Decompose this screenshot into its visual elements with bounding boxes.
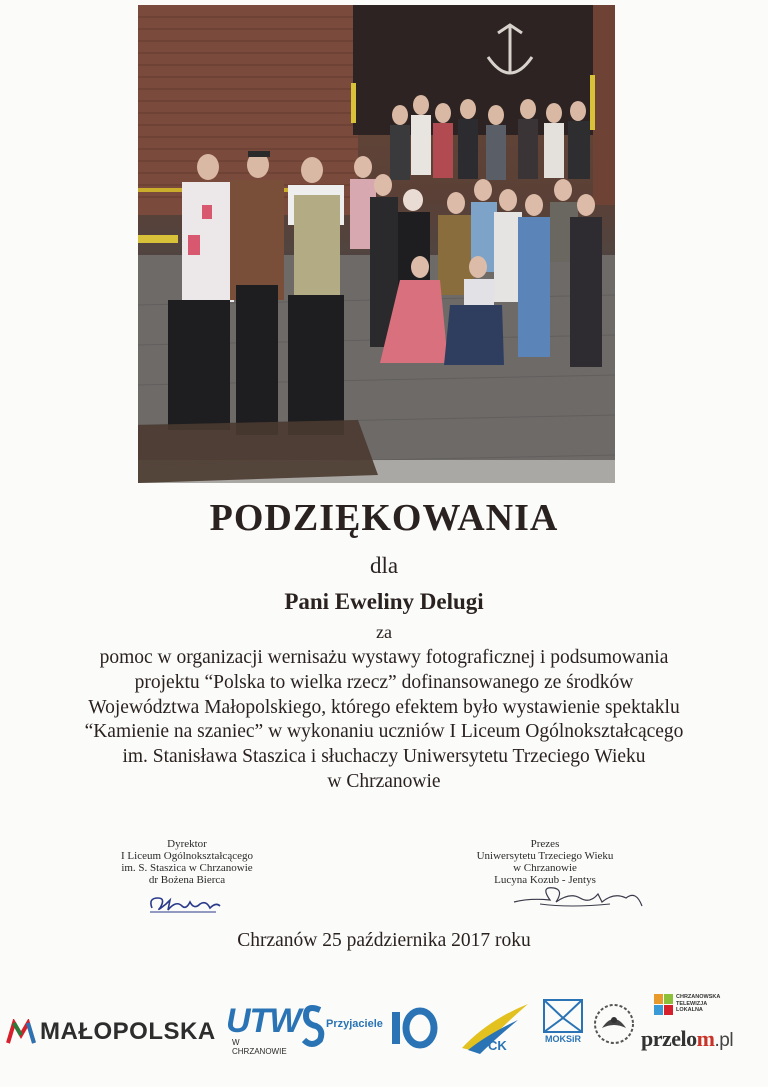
body-line: im. Stanisława Staszica i słuchaczy Uniwersytetu Trzeciego Wieku (122, 746, 646, 768)
signature-block-director (102, 838, 272, 886)
cast-photo-illustration (138, 5, 615, 483)
malopolska-m-icon (6, 1019, 36, 1045)
dla-word: dla (369, 553, 399, 578)
moksir-logo (542, 998, 584, 1054)
utw-sub-label: W CHRZANOWIE (232, 1038, 287, 1056)
moksir-emblem-icon (542, 998, 584, 1034)
number-10-icon (386, 1004, 440, 1050)
bird-emblem-icon (592, 1002, 636, 1046)
body-line: “Kamienie na szaniec” w wykonaniu uczniów I Liceum Ogólnokształcącego (84, 721, 684, 743)
body-line: pomoc w organizacji wernisażu wystawy fotograficznej i podsumowania (99, 647, 669, 668)
recipient-name: Pani Eweliny Delugi (284, 589, 484, 614)
document-title: PODZIĘKOWANIA (209, 497, 559, 539)
sig-org: im. S. Staszica w Chrzanowie (121, 862, 253, 874)
document-date: Chrzanów 25 października 2017 roku (237, 930, 531, 951)
ctl-line: LOKALNA (676, 1007, 703, 1013)
przelom-label-b: m (696, 1026, 715, 1051)
malopolska-logo (6, 1012, 216, 1052)
ctl-line: CHRZANOWSKA (676, 994, 721, 1000)
ck-logo (458, 1000, 532, 1056)
ctl-squares-icon (654, 994, 674, 1016)
thanks-body (40, 646, 728, 795)
sig-org: w Chrzanowie (513, 862, 577, 874)
sponsor-logos (0, 990, 768, 1070)
body-line: w Chrzanowie (327, 770, 441, 792)
ctl-text (676, 994, 720, 1014)
cast-photo (138, 5, 615, 483)
za-word: za (376, 622, 392, 642)
director-handwritten-signature (146, 890, 226, 916)
sig-role: Prezes (530, 838, 560, 850)
sig-person: Lucyna Kozub - Jentys (494, 874, 596, 886)
przelom-label-a: przelo (641, 1026, 697, 1051)
sig-org: I Liceum Ogólnokształcącego (121, 850, 253, 862)
president-handwritten-signature (510, 878, 650, 910)
przyjaciele-logo (300, 1002, 383, 1048)
bird-emblem-logo (592, 1002, 636, 1046)
moksir-label: MOKSiR (545, 1034, 581, 1044)
utw-logo (226, 1002, 301, 1056)
przelom-label-c: .pl (714, 1030, 734, 1051)
sig-role: Dyrektor (167, 838, 207, 850)
ctl-line: TELEWIZJA (676, 1000, 708, 1007)
body-line: projektu “Polska to wielka rzecz” dofinansowanego ze środków (134, 671, 634, 693)
przelom-logo (641, 1026, 733, 1052)
ck-label: CK (488, 1038, 507, 1053)
sig-person: dr Bożena Bierca (148, 874, 226, 886)
malopolska-label: MAŁOPOLSKA (40, 1018, 216, 1045)
przyjaciele-label: Przyjaciele (326, 1018, 383, 1030)
przyjaciele-s-icon (300, 1002, 326, 1048)
sig-org: Uniwersytetu Trzeciego Wieku (476, 850, 614, 862)
ctl-logo (654, 994, 754, 1018)
body-line: Województwa Małopolskiego, którego efektem było wystawienie spektaklu (88, 696, 680, 718)
utw-label: UTW (226, 1002, 301, 1040)
anniversary-10-logo (386, 1004, 440, 1050)
